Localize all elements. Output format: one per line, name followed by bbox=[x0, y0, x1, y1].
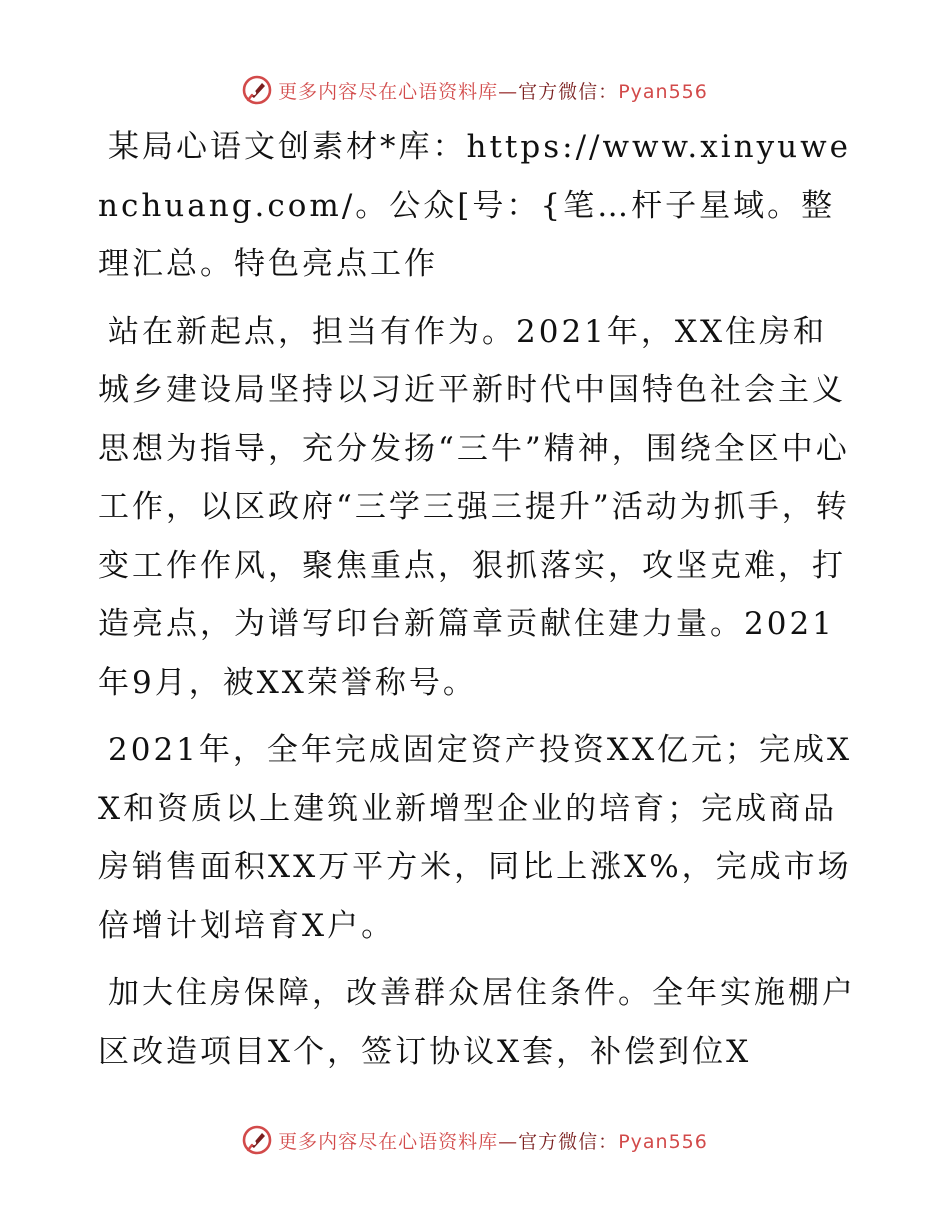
footer-banner bbox=[0, 1120, 950, 1160]
paragraph-source-note: 某局心语文创素材*库：https://www.xinyuwenchuang.com/。公众[号：{笔…杆子星域。整理汇总。特色亮点工作 bbox=[98, 129, 851, 282]
pen-nib-logo-icon bbox=[242, 75, 272, 105]
banner-separator: — bbox=[498, 1130, 519, 1153]
banner-wechat-id: Pyan556 bbox=[618, 1130, 708, 1153]
banner-separator: — bbox=[498, 80, 519, 103]
banner-wechat-id: Pyan556 bbox=[618, 80, 708, 103]
banner-text bbox=[278, 1127, 708, 1154]
banner-main-text: 更多内容尽在心语资料库 bbox=[278, 80, 499, 103]
pen-nib-logo-icon bbox=[242, 1125, 272, 1155]
header-banner bbox=[0, 70, 950, 110]
paragraph-intro: 站在新起点，担当有作为。2021年，XX住房和城乡建设局坚持以习近平新时代中国特色社会主义思想为指导，充分发扬“三牛”精神，围绕全区中心工作，以区政府“三学三强三提升”活动为抓手，转变工作作风，聚焦重点，狠抓落实，攻坚克难，打造亮点，为谱写印台新篇章贡献住建力量。2021年9月，被XX荣誉称号。 bbox=[98, 313, 850, 701]
banner-main-text: 更多内容尽在心语资料库 bbox=[278, 1130, 499, 1153]
paragraph-housing: 加大住房保障，改善群众居住条件。全年实施棚户区改造项目X个，签订协议X套，补偿到位X bbox=[98, 975, 856, 1070]
banner-text bbox=[278, 77, 708, 104]
paragraph-achievements: 2021年，全年完成固定资产投资XX亿元；完成XX和资质以上建筑业新增型企业的培育；完成商品房销售面积XX万平方米，同比上涨X%，完成市场倍增计划培育X户。 bbox=[98, 732, 853, 944]
document-body bbox=[98, 118, 858, 1098]
banner-official-label: 官方微信： bbox=[518, 80, 619, 103]
banner-official-label: 官方微信： bbox=[518, 1130, 619, 1153]
